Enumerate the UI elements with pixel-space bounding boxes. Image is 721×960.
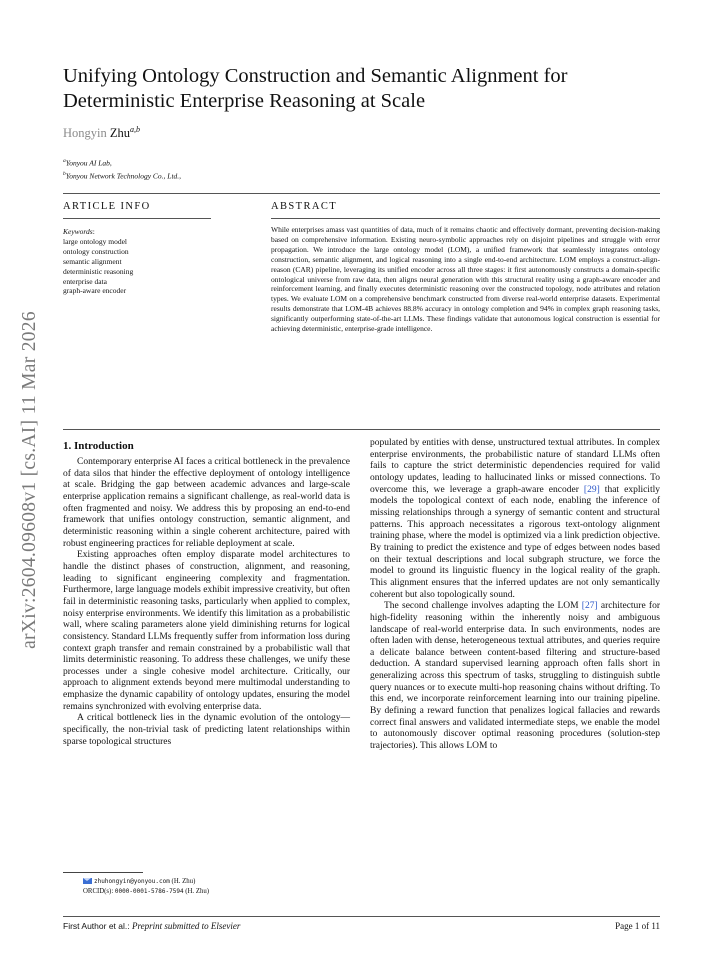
affiliation-a [63,156,181,169]
paragraph-text: that explicitly models the topological context of each node, enabling the inference of missing relationships through a synergy of semantic content and structural patterns. This approach necessitates a rigorous text-ontology alignment training phase, where the model is optimized via a link prediction objective. By training to predict the existence and type of edges between nodes based on their textual descriptions and local subgraph structure, we force the model to ground its linguistic fluency in the logical reality of the graph. This alignment ensures that the inferred updates are not only semantically coherent but also topologically sound. [370,484,660,600]
envelope-icon [83,878,92,884]
paragraph: Existing approaches often employ disparate model architectures to handle the distinct phases of construction, alignment, and reasoning, leading to significant engineering complexity and fragmentation. Furthermore, large language models exhibit impressive creativity, but often fail in deterministic reasoning tasks, particularly when applied to complex, noisy enterprise environments. We identify this limitation as a probabilistic wall, where scaling parameters alone yield diminishing returns for logical consistency. Standard LLMs frequently suffer from information loss during context graph transfer and remain constrained by a probabilistic wall that limits deterministic reasoning. To address these challenges, we unify these processes under a single cohesive model architecture. Critically, our approach to alignment extends beyond mere multimodal understanding to emphasize the dynamic capability of ontology updates, ensuring the model remains synchronized with evolving enterprise data. [63,550,350,712]
title-line-2: Deterministic Enterprise Reasoning at Scale [63,90,426,112]
title-line-1: Unifying Ontology Construction and Semantic Alignment for [63,65,568,87]
abstract-heading: ABSTRACT [271,201,338,212]
footer-author: First Author et al.: [63,921,132,931]
right-column [370,438,660,753]
keywords-block [63,227,133,296]
paragraph-text: The second challenge involves adapting the LOM [384,601,582,612]
keyword-item: graph-aware encoder [63,286,127,296]
keyword-item: enterprise data [63,276,107,286]
paragraph: A critical bottleneck lies in the dynamic evolution of the ontology—specifically, the non-trivial task of predicting latent relationships within sparse topological structures [63,713,350,747]
running-footer [63,921,240,931]
section-heading-introduction: 1. Introduction [63,440,134,452]
footer-rule [63,916,660,917]
citation-link[interactable]: [27] [581,601,598,612]
email-suffix: (H. Zhu) [169,878,196,885]
affil-mark-b: b [63,170,66,177]
footer-journal: Preprint submitted to Elsevier [131,921,241,931]
footnote-orcid-line [83,887,209,897]
page-number: Page 1 of 11 [615,921,660,931]
keywords-label: Keywords [63,227,93,236]
keyword-item: deterministic reasoning [63,266,134,276]
author-affil-marks: a,b [130,125,141,134]
paper-title [63,64,663,114]
author-first-name: Hongyin [63,126,107,141]
paragraph-text: populated by entities with dense, unstructured textual attributes. In complex enterprise environments, the probabilistic nature of standard LLMs often fails to capture the strict deterministic dependencies required for valid ontology updates, leading to hallucinated links or missed connections. To overcome this, we leverage a graph-aware encoder [370,438,660,495]
affil-text-b: Yonyou Network Technology Co., Ltd., [65,171,182,180]
article-info-heading: ARTICLE INFO [63,201,151,212]
paragraph-text: architecture for high-fidelity reasoning within the inherently noisy and ambiguous landscape of real-world enterprise data. In such environments, nodes are often laden with dense, heterogeneous textual attributes, and queries require a delicate balance between content-based filtering and structure-based deduction. A standard supervised learning approach often falls short in generalizing across this spectrum of tasks, struggling to distinguish subtle query nuances or to execute multi-hop reasoning chains without drifting. To this end, we incorporate reinforcement learning into our training pipeline. By defining a reward function that penalizes logical fallacies and rewards correct final answers and validated intermediate steps, we enable the model to autonomously discover optimal reasoning procedures (solution-step trajectories). This allows LOM to [370,601,660,752]
affil-text-a: Yonyou AI Lab, [65,158,112,168]
paragraph [370,601,660,753]
footnote-email-line [83,877,209,887]
abstract-rule [271,218,660,219]
author-email[interactable]: zhuhongyin@yonyou.com [94,878,170,885]
abstract-text: While enterprises amass vast quantities of data, much of it remains chaotic and effectively dormant, preventing decision-making based on comprehensive information. Existing neuro-symbolic approaches rely on disjoint pipelines and struggle with error propagation. We introduce the large ontology model (LOM), a unified framework that seamlessly integrates ontology construction, semantic alignment, and logical reasoning into a single end-to-end architecture. LOM employs a construct-align-reason (CAR) pipeline, leveraging its unified encoder across all three stages: it first autonomously constructs a domain-specific ontological universe from raw data, then aligns neural generation with this structural reality using a graph-aware encoder and reinforcement learning, and finally executes deterministic reasoning over the constructed topology, node attributes and relation types. We evaluate LOM on a comprehensive benchmark constructed from diverse real-world enterprise datasets. Experimental results demonstrate that LOM-4B achieves 88.8% accuracy in ontology completion and 94% in complex graph reasoning tasks, significantly outperforming state-of-the-art LLMs. These findings validate that autonomous logical construction is essential for achieving deterministic, enterprise-grade intelligence. [271,225,660,334]
arxiv-stamp-text: arXiv:2604.09608v1 [cs.AI] 11 Mar 2026 [19,311,40,649]
affil-mark-a: a [63,158,66,164]
article-info-rule [63,218,211,219]
footnote-rule [63,872,143,873]
orcid-suffix: (H. Zhu) [183,887,210,895]
paragraph: Contemporary enterprise AI faces a critical bottleneck in the prevalence of data silos that hinder the effective deployment of ontology intelligence at scale. Bridging the gap between academic advances and large-scale enterprise application remains a significant challenge, as real-world data is often fragmented and noisy. We address this by proposing an end-to-end framework that unifies ontology construction, semantic alignment, and deterministic reasoning within a single coherent architecture, paired with robust engineering practices for reliable deployment at scale. [63,457,350,549]
orcid-label: ORCID(s): [83,887,115,895]
keyword-item: ontology construction [63,246,129,256]
footnote [83,877,209,896]
affiliation-b [63,169,181,182]
paragraph [370,438,660,601]
citation-link[interactable]: [29] [583,484,600,495]
left-column [63,457,350,748]
keyword-item: semantic alignment [63,256,122,266]
affiliations [63,156,181,181]
keywords-label-line: Keywords: [63,227,95,236]
keyword-item: large ontology model [63,236,128,246]
orcid-id[interactable]: 0000-0001-5786-7594 [114,887,184,895]
author-line [63,125,140,141]
arxiv-stamp [10,0,50,960]
abstract-bottom-rule [63,429,660,430]
header-rule [63,193,660,194]
author-last-name: Zhu [109,126,131,141]
